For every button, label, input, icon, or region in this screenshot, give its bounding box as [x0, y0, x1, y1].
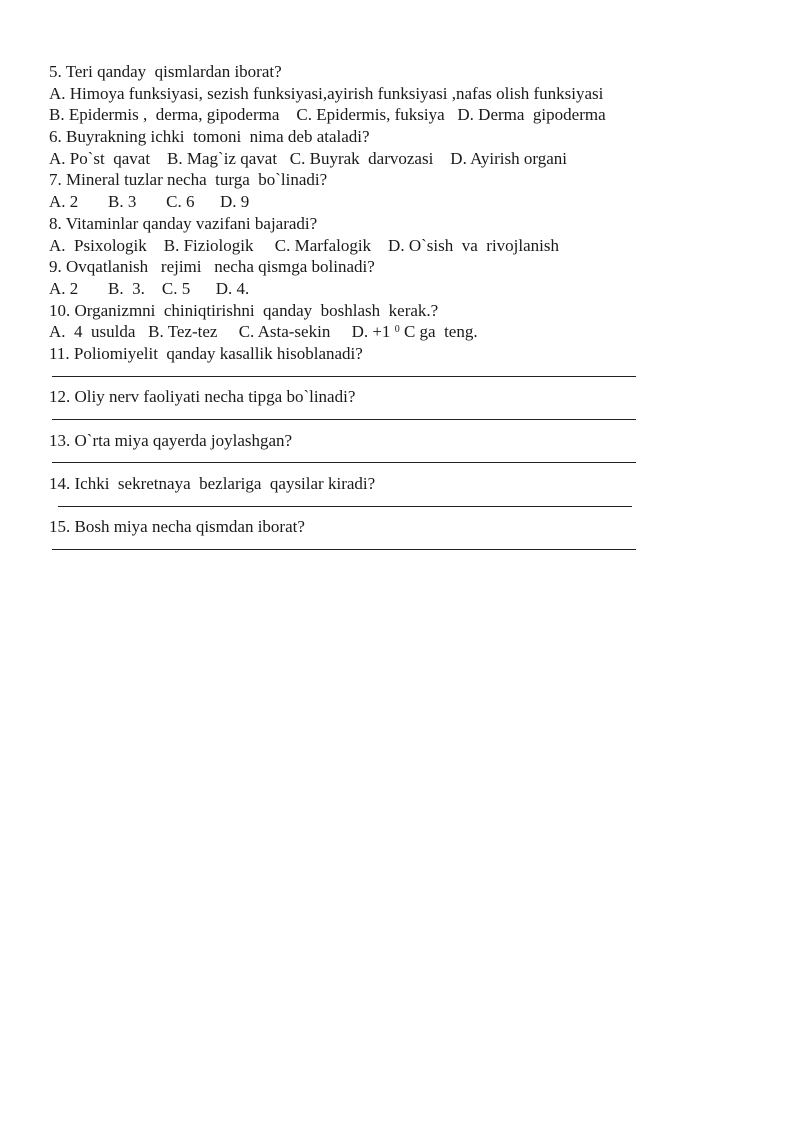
- question-6: 6. Buyrakning ichki tomoni nima deb ataladi?: [49, 127, 370, 147]
- answer-line-12: [49, 408, 689, 430]
- question-6-options: A. Po`st qavat B. Mag`iz qavat C. Buyrak darvozasi D. Ayirish organi: [49, 148, 567, 168]
- question-12: 12. Oliy nerv faoliyati necha tipga bo`linadi?: [49, 387, 356, 407]
- question-5: 5. Teri qanday qismlardan iborat?: [49, 62, 282, 81]
- question-8-options: A. Psixologik B. Fiziologik C. Marfalogik D. O`sish va rivojlanish: [49, 235, 559, 255]
- question-10: 10. Organizmni chiniqtirishni qanday boshlash kerak.?: [49, 300, 439, 320]
- question-5-options-a: A. Himoya funksiyasi, sezish funksiyasi,ayirish funksiyasi ,nafas olish funksiyasi: [49, 83, 604, 103]
- answer-line-13: [49, 451, 689, 473]
- test-page: [49, 61, 689, 560]
- question-13: 13. O`rta miya qayerda joylashgan?: [49, 430, 293, 450]
- question-7-options: A. 2 B. 3 C. 6 D. 9: [49, 192, 250, 212]
- question-9-options: A. 2 B. 3. C. 5 D. 4.: [49, 278, 250, 298]
- question-9: 9. Ovqatlanish rejimi necha qismga bolinadi?: [49, 257, 375, 277]
- answer-line-11: [49, 365, 689, 387]
- question-7: 7. Mineral tuzlar necha turga bo`linadi?: [49, 170, 328, 190]
- answer-line-14: [49, 495, 689, 517]
- answer-line-15: [49, 538, 689, 560]
- question-15: 15. Bosh miya necha qismdan iborat?: [49, 517, 305, 537]
- question-10-options-unit: C ga teng.: [399, 322, 478, 342]
- question-8: 8. Vitaminlar qanday vazifani bajaradi?: [49, 213, 318, 233]
- question-10-options: [49, 321, 689, 343]
- degree-superscript: 0: [394, 324, 400, 336]
- question-10-options-text: A. 4 usulda B. Tez-tez C. Asta-sekin D. +1: [49, 322, 395, 342]
- question-11: 11. Poliomiyelit qanday kasallik hisoblanadi?: [49, 343, 363, 363]
- question-5-options-b-d: B. Epidermis , derma, gipoderma C. Epidermis, fuksiya D. Derma gipoderma: [49, 105, 606, 125]
- question-14: 14. Ichki sekretnaya bezlariga qaysilar kiradi?: [49, 474, 376, 494]
